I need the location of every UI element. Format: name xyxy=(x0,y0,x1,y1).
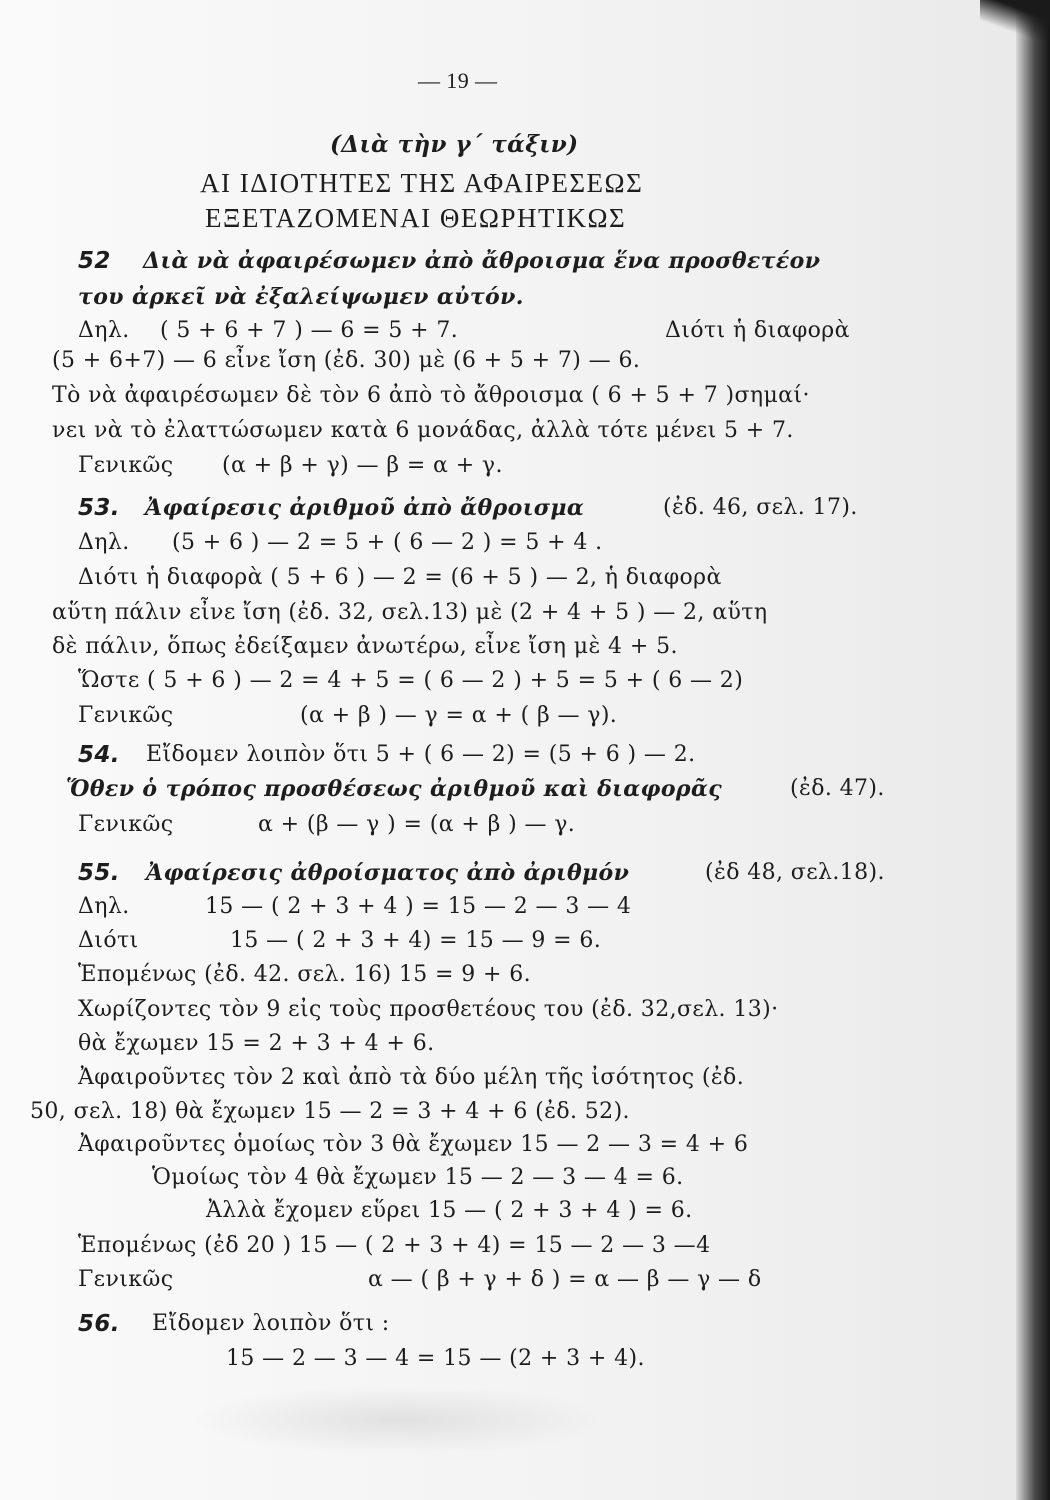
section-54-general-label: Γενικῶς xyxy=(78,812,174,837)
section-53-number: 53. xyxy=(78,495,120,521)
page-subtitle: (Διὰ τὴν γ΄ τάξιν) xyxy=(330,131,579,158)
section-55-ref: (ἐδ 48, σελ.18). xyxy=(705,860,885,885)
section-55-reason: 15 — ( 2 + 3 + 4) = 15 — 9 = 6. xyxy=(230,928,602,953)
section-53-line4: δὲ πάλιν, ὅπως ἐδείξαμεν ἀνωτέρω, εἶνε ἴση μὲ 4 + 5. xyxy=(52,634,678,659)
section-52-reason: Διότι ἡ διαφορὰ xyxy=(665,318,850,343)
corner-shadow xyxy=(980,0,1050,40)
page-title-line2: ΕΞΕΤΑΖΟΜΕΝΑΙ ΘΕΩΡΗΤΙΚΩΣ xyxy=(205,203,627,233)
section-53-line5: Ὥστε ( 5 + 6 ) — 2 = 4 + 5 = ( 6 — 2 ) + 5 = 5 + ( 6 — 2) xyxy=(78,668,744,693)
section-56-line2: 15 — 2 — 3 — 4 = 15 — (2 + 3 + 4). xyxy=(226,1346,645,1371)
section-55-line7: 50, σελ. 18) θὰ ἔχωμεν 15 — 2 = 3 + 4 + 6 (ἐδ. 52). xyxy=(30,1099,630,1124)
section-55-general: α — ( β + γ + δ ) = α — β — γ — δ xyxy=(368,1267,762,1292)
section-53-heading: Ἀφαίρεσις ἀριθμοῦ ἀπὸ ἄθροισμα xyxy=(145,495,585,521)
section-52-line2: (5 + 6+7) — 6 εἶνε ἴση (ἐδ. 30) μὲ (6 + 5 + 7) — 6. xyxy=(52,348,641,373)
section-54-number: 54. xyxy=(78,742,120,768)
section-55-line11: Ἑπομένως (ἐδ 20 ) 15 — ( 2 + 3 + 4) = 15 — 2 — 3 —4 xyxy=(78,1233,711,1258)
section-52-general-label: Γενικῶς xyxy=(78,453,174,478)
section-52-heading: Διὰ νὰ ἀφαιρέσωμεν ἀπὸ ἄθροισμα ἕνα προσθετέον xyxy=(143,248,821,274)
section-55-line5: θὰ ἔχωμεν 15 = 2 + 3 + 4 + 6. xyxy=(78,1031,435,1056)
section-55-reason-label: Διότι xyxy=(78,928,139,953)
section-52-line3: Τὸ νὰ ἀφαιρέσωμεν δὲ τὸν 6 ἀπὸ τὸ ἄθροισμα ( 6 + 5 + 7 )σημαί· xyxy=(52,383,810,408)
section-55-eq-label: Δηλ. xyxy=(78,894,130,919)
section-52-line4: νει νὰ τὸ ἐλαττώσωμεν κατὰ 6 μονάδας, ἀλλὰ τότε μένει 5 + 7. xyxy=(52,418,794,443)
section-53-ref: (ἐδ. 46, σελ. 17). xyxy=(663,495,858,520)
page-edge-shadow xyxy=(1016,0,1050,1500)
section-53-general-label: Γενικῶς xyxy=(78,703,174,728)
section-52-general: (α + β + γ) — β = α + γ. xyxy=(222,453,503,478)
paper-stain xyxy=(190,1385,610,1455)
section-53-general: (α + β ) — γ = α + ( β — γ). xyxy=(300,703,618,728)
section-54-ref: (ἐδ. 47). xyxy=(790,776,885,801)
section-53-line3: αὕτη πάλιν εἶνε ἴση (ἐδ. 32, σελ.13) μὲ (2 + 4 + 5 ) — 2, αὕτη xyxy=(52,600,768,625)
section-56-number: 56. xyxy=(78,1311,120,1337)
section-55-line3: Ἑπομένως (ἐδ. 42. σελ. 16) 15 = 9 + 6. xyxy=(78,962,532,987)
section-52-equation: ( 5 + 6 + 7 ) — 6 = 5 + 7. xyxy=(160,318,459,343)
page-number: — 19 — xyxy=(418,68,498,93)
section-56-line1: Εἴδομεν λοιπὸν ὅτι : xyxy=(152,1311,390,1336)
section-52-number: 52 xyxy=(78,248,111,274)
section-53-eq-label: Δηλ. xyxy=(78,530,130,555)
section-53-equation: (5 + 6 ) — 2 = 5 + ( 6 — 2 ) = 5 + 4 . xyxy=(172,530,603,555)
section-55-equation: 15 — ( 2 + 3 + 4 ) = 15 — 2 — 3 — 4 xyxy=(205,894,632,919)
section-54-line1: Εἴδομεν λοιπὸν ὅτι 5 + ( 6 — 2) = (5 + 6 ) — 2. xyxy=(146,742,696,767)
section-55-line4: Χωρίζοντες τὸν 9 εἰς τοὺς προσθετέους του (ἐδ. 32,σελ. 13)· xyxy=(78,997,779,1022)
page-title-line1: ΑΙ ΙΔΙΟΤΗΤΕΣ ΤΗΣ ΑΦΑΙΡΕΣΕΩΣ xyxy=(200,168,644,198)
section-55-line8: Ἀφαιροῦντες ὁμοίως τὸν 3 θὰ ἔχωμεν 15 — 2 — 3 = 4 + 6 xyxy=(78,1132,749,1157)
section-55-line6: Ἀφαιροῦντες τὸν 2 καὶ ἀπὸ τὰ δύο μέλη τῆς ἰσότητος (ἐδ. xyxy=(78,1065,745,1090)
section-52-eq-label: Δηλ. xyxy=(78,318,130,343)
section-55-heading: Ἀφαίρεσις ἀθροίσματος ἀπὸ ἀριθμόν xyxy=(146,860,630,886)
section-54-heading: Ὅθεν ὁ τρόπος προσθέσεως ἀριθμοῦ καὶ διαφορᾶς xyxy=(66,776,723,802)
section-55-line10: Ἀλλὰ ἔχομεν εὕρει 15 — ( 2 + 3 + 4 ) = 6. xyxy=(206,1198,693,1223)
section-52-heading-cont: του ἀρκεῖ νὰ ἐξαλείψωμεν αὐτόν. xyxy=(78,284,524,310)
section-55-general-label: Γενικῶς xyxy=(78,1267,174,1292)
section-53-line2: Διότι ἡ διαφορὰ ( 5 + 6 ) — 2 = (6 + 5 ) — 2, ἡ διαφορὰ xyxy=(78,565,722,590)
section-55-line9: Ὁμοίως τὸν 4 θὰ ἔχωμεν 15 — 2 — 3 — 4 = 6. xyxy=(152,1165,684,1190)
section-54-general: α + (β — γ ) = (α + β ) — γ. xyxy=(258,812,576,837)
section-55-number: 55. xyxy=(78,860,120,886)
